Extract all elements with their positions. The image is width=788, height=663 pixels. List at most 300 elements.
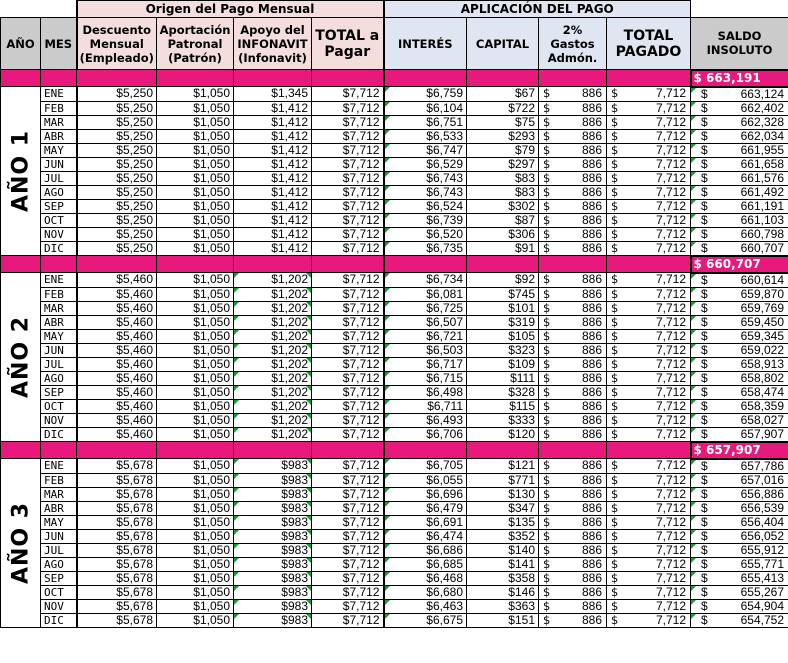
capital-cell[interactable]: $83 — [467, 171, 539, 185]
total-pagar-cell[interactable]: $7,712 — [312, 585, 384, 599]
separator-cell[interactable] — [77, 442, 157, 459]
aportacion-cell[interactable]: $1,050 — [157, 185, 234, 199]
saldo-cell[interactable] — [691, 101, 788, 115]
gastos-cell[interactable] — [539, 301, 607, 315]
interes-cell[interactable]: $6,747 — [384, 143, 467, 157]
separator-cell[interactable] — [467, 256, 539, 273]
separator-cell[interactable] — [41, 256, 77, 273]
gastos-cell[interactable] — [539, 515, 607, 529]
aportacion-column-header[interactable]: Aportación Patronal (Patrón) — [157, 18, 234, 70]
total-pagado-cell[interactable] — [607, 413, 691, 427]
gastos-cell[interactable] — [539, 427, 607, 442]
mes-cell[interactable]: SEP — [41, 385, 77, 399]
mes-cell[interactable]: JUL — [41, 171, 77, 185]
aportacion-cell[interactable]: $1,050 — [157, 87, 234, 102]
gastos-cell[interactable] — [539, 529, 607, 543]
capital-cell[interactable]: $109 — [467, 357, 539, 371]
capital-cell[interactable]: $91 — [467, 241, 539, 256]
descuento-cell[interactable]: $5,460 — [77, 413, 157, 427]
total-pagado-cell[interactable] — [607, 571, 691, 585]
apoyo-cell[interactable]: $1,412 — [234, 185, 312, 199]
apoyo-cell[interactable]: $1,202 — [234, 427, 312, 442]
descuento-cell[interactable]: $5,678 — [77, 487, 157, 501]
descuento-cell[interactable]: $5,250 — [77, 101, 157, 115]
total-pagar-cell[interactable]: $7,712 — [312, 301, 384, 315]
capital-cell[interactable]: $141 — [467, 557, 539, 571]
mes-column-header[interactable]: MES — [41, 18, 77, 70]
apoyo-cell[interactable]: $1,202 — [234, 273, 312, 288]
total-pagar-cell[interactable]: $7,712 — [312, 213, 384, 227]
gastos-cell[interactable] — [539, 543, 607, 557]
descuento-cell[interactable]: $5,678 — [77, 515, 157, 529]
capital-cell[interactable]: $323 — [467, 343, 539, 357]
total-pagar-cell[interactable]: $7,712 — [312, 413, 384, 427]
aportacion-cell[interactable]: $1,050 — [157, 413, 234, 427]
capital-cell[interactable]: $120 — [467, 427, 539, 442]
saldo-cell[interactable] — [691, 459, 788, 474]
total-pagar-cell[interactable]: $7,712 — [312, 599, 384, 613]
aportacion-cell[interactable]: $1,050 — [157, 227, 234, 241]
interes-cell[interactable]: $6,696 — [384, 487, 467, 501]
total-pagar-cell[interactable]: $7,712 — [312, 143, 384, 157]
total-pagado-cell[interactable] — [607, 129, 691, 143]
total-pagado-cell[interactable] — [607, 399, 691, 413]
total-pagado-cell[interactable] — [607, 241, 691, 256]
gastos-cell[interactable] — [539, 413, 607, 427]
apoyo-cell[interactable]: $983 — [234, 543, 312, 557]
mes-cell[interactable]: ENE — [41, 87, 77, 102]
mes-cell[interactable]: JUL — [41, 357, 77, 371]
interes-cell[interactable]: $6,715 — [384, 371, 467, 385]
total-pagado-cell[interactable] — [607, 385, 691, 399]
mes-cell[interactable]: AGO — [41, 557, 77, 571]
aportacion-cell[interactable]: $1,050 — [157, 241, 234, 256]
mes-cell[interactable]: DIC — [41, 241, 77, 256]
saldo-cell[interactable] — [691, 143, 788, 157]
aportacion-cell[interactable]: $1,050 — [157, 385, 234, 399]
saldo-cell[interactable] — [691, 385, 788, 399]
apoyo-cell[interactable]: $1,412 — [234, 171, 312, 185]
separator-cell[interactable] — [467, 70, 539, 87]
total-pagar-cell[interactable]: $7,712 — [312, 571, 384, 585]
interes-cell[interactable]: $6,717 — [384, 357, 467, 371]
apoyo-cell[interactable]: $983 — [234, 599, 312, 613]
descuento-cell[interactable]: $5,678 — [77, 529, 157, 543]
total-pagado-cell[interactable] — [607, 557, 691, 571]
total-pagar-cell[interactable]: $7,712 — [312, 557, 384, 571]
total-pagado-cell[interactable] — [607, 613, 691, 627]
capital-cell[interactable]: $745 — [467, 287, 539, 301]
descuento-cell[interactable]: $5,678 — [77, 543, 157, 557]
capital-cell[interactable]: $358 — [467, 571, 539, 585]
descuento-cell[interactable]: $5,460 — [77, 315, 157, 329]
total-pagado-cell[interactable] — [607, 427, 691, 442]
apoyo-cell[interactable]: $983 — [234, 557, 312, 571]
total-pagar-cell[interactable]: $7,712 — [312, 171, 384, 185]
aportacion-cell[interactable]: $1,050 — [157, 273, 234, 288]
aportacion-cell[interactable]: $1,050 — [157, 473, 234, 487]
mes-cell[interactable]: MAR — [41, 301, 77, 315]
interes-cell[interactable]: $6,725 — [384, 301, 467, 315]
mes-cell[interactable]: AGO — [41, 185, 77, 199]
separator-cell[interactable] — [384, 70, 467, 87]
aportacion-cell[interactable]: $1,050 — [157, 343, 234, 357]
gastos-cell[interactable] — [539, 329, 607, 343]
saldo-cell[interactable] — [691, 227, 788, 241]
aportacion-cell[interactable]: $1,050 — [157, 613, 234, 627]
separator-cell[interactable] — [157, 70, 234, 87]
gastos-cell[interactable] — [539, 87, 607, 102]
gastos-cell[interactable] — [539, 599, 607, 613]
interes-cell[interactable]: $6,680 — [384, 585, 467, 599]
saldo-cell[interactable] — [691, 115, 788, 129]
aportacion-cell[interactable]: $1,050 — [157, 213, 234, 227]
saldo-column-header[interactable]: SALDO INSOLUTO — [691, 18, 788, 70]
separator-cell[interactable] — [607, 70, 691, 87]
total-pagar-cell[interactable]: $7,712 — [312, 287, 384, 301]
descuento-cell[interactable]: $5,250 — [77, 157, 157, 171]
total-pagar-cell[interactable]: $7,712 — [312, 273, 384, 288]
capital-cell[interactable]: $79 — [467, 143, 539, 157]
descuento-cell[interactable]: $5,678 — [77, 571, 157, 585]
apoyo-cell[interactable]: $1,412 — [234, 115, 312, 129]
aportacion-cell[interactable]: $1,050 — [157, 501, 234, 515]
mes-cell[interactable]: DIC — [41, 613, 77, 627]
saldo-cell[interactable] — [691, 599, 788, 613]
interes-cell[interactable]: $6,503 — [384, 343, 467, 357]
mes-cell[interactable]: FEB — [41, 101, 77, 115]
apoyo-cell[interactable]: $983 — [234, 515, 312, 529]
total-pagar-cell[interactable]: $7,712 — [312, 199, 384, 213]
interes-cell[interactable]: $6,493 — [384, 413, 467, 427]
apoyo-cell[interactable]: $983 — [234, 501, 312, 515]
aplicacion-group-header[interactable]: APLICACIÓN DEL PAGO — [384, 1, 691, 18]
capital-cell[interactable]: $115 — [467, 399, 539, 413]
gastos-cell[interactable] — [539, 399, 607, 413]
apoyo-cell[interactable]: $983 — [234, 459, 312, 474]
total-pagado-cell[interactable] — [607, 357, 691, 371]
descuento-cell[interactable]: $5,250 — [77, 115, 157, 129]
separator-cell[interactable] — [312, 256, 384, 273]
apoyo-cell[interactable]: $1,202 — [234, 385, 312, 399]
mes-cell[interactable]: FEB — [41, 473, 77, 487]
total-pagado-cell[interactable] — [607, 87, 691, 102]
descuento-cell[interactable]: $5,460 — [77, 427, 157, 442]
gastos-cell[interactable] — [539, 143, 607, 157]
saldo-cell[interactable] — [691, 213, 788, 227]
gastos-cell[interactable] — [539, 459, 607, 474]
total-pagar-cell[interactable]: $7,712 — [312, 459, 384, 474]
capital-cell[interactable]: $363 — [467, 599, 539, 613]
descuento-cell[interactable]: $5,460 — [77, 287, 157, 301]
aportacion-cell[interactable]: $1,050 — [157, 371, 234, 385]
total-pagar-cell[interactable]: $7,712 — [312, 87, 384, 102]
aportacion-cell[interactable]: $1,050 — [157, 571, 234, 585]
total-pagar-column-header[interactable]: TOTAL a Pagar — [312, 18, 384, 70]
capital-cell[interactable]: $347 — [467, 501, 539, 515]
apoyo-cell[interactable]: $983 — [234, 487, 312, 501]
gastos-cell[interactable] — [539, 185, 607, 199]
saldo-cell[interactable] — [691, 487, 788, 501]
blank-corner-cell[interactable] — [41, 1, 77, 18]
descuento-column-header[interactable]: Descuento Mensual (Empleado) — [77, 18, 157, 70]
gastos-cell[interactable] — [539, 213, 607, 227]
apoyo-cell[interactable]: $1,412 — [234, 143, 312, 157]
capital-cell[interactable]: $306 — [467, 227, 539, 241]
gastos-cell[interactable] — [539, 101, 607, 115]
mes-cell[interactable]: MAY — [41, 329, 77, 343]
aportacion-cell[interactable]: $1,050 — [157, 427, 234, 442]
mes-cell[interactable]: OCT — [41, 399, 77, 413]
total-pagado-cell[interactable] — [607, 185, 691, 199]
mes-cell[interactable]: ENE — [41, 273, 77, 288]
interes-cell[interactable]: $6,711 — [384, 399, 467, 413]
descuento-cell[interactable]: $5,250 — [77, 185, 157, 199]
interes-cell[interactable]: $6,055 — [384, 473, 467, 487]
separator-cell[interactable] — [77, 70, 157, 87]
apoyo-cell[interactable]: $983 — [234, 585, 312, 599]
total-pagado-cell[interactable] — [607, 459, 691, 474]
descuento-cell[interactable]: $5,678 — [77, 501, 157, 515]
interes-cell[interactable]: $6,721 — [384, 329, 467, 343]
saldo-cell[interactable] — [691, 329, 788, 343]
capital-cell[interactable]: $319 — [467, 315, 539, 329]
total-pagado-cell[interactable] — [607, 287, 691, 301]
opening-balance-cell[interactable]: $ 657,907 — [691, 442, 788, 459]
capital-cell[interactable]: $111 — [467, 371, 539, 385]
total-pagado-cell[interactable] — [607, 227, 691, 241]
total-pagado-cell[interactable] — [607, 115, 691, 129]
descuento-cell[interactable]: $5,250 — [77, 227, 157, 241]
descuento-cell[interactable]: $5,250 — [77, 129, 157, 143]
saldo-cell[interactable] — [691, 413, 788, 427]
interes-cell[interactable]: $6,498 — [384, 385, 467, 399]
interes-cell[interactable]: $6,751 — [384, 115, 467, 129]
apoyo-cell[interactable]: $1,202 — [234, 399, 312, 413]
saldo-cell[interactable] — [691, 241, 788, 256]
total-pagado-cell[interactable] — [607, 473, 691, 487]
apoyo-cell[interactable]: $1,412 — [234, 129, 312, 143]
capital-cell[interactable]: $352 — [467, 529, 539, 543]
gastos-cell[interactable] — [539, 501, 607, 515]
apoyo-cell[interactable]: $1,345 — [234, 87, 312, 102]
year-label-cell[interactable] — [1, 273, 41, 442]
capital-cell[interactable]: $105 — [467, 329, 539, 343]
aportacion-cell[interactable]: $1,050 — [157, 129, 234, 143]
interes-column-header[interactable]: INTERÉS — [384, 18, 467, 70]
mes-cell[interactable]: SEP — [41, 199, 77, 213]
mes-cell[interactable]: JUN — [41, 157, 77, 171]
saldo-cell[interactable] — [691, 87, 788, 102]
apoyo-cell[interactable]: $1,202 — [234, 315, 312, 329]
apoyo-cell[interactable]: $983 — [234, 473, 312, 487]
separator-cell[interactable] — [234, 442, 312, 459]
apoyo-column-header[interactable]: Apoyo del INFONAVIT (Infonavit) — [234, 18, 312, 70]
capital-cell[interactable]: $722 — [467, 101, 539, 115]
mes-cell[interactable]: MAY — [41, 143, 77, 157]
aportacion-cell[interactable]: $1,050 — [157, 357, 234, 371]
capital-column-header[interactable]: CAPITAL — [467, 18, 539, 70]
interes-cell[interactable]: $6,691 — [384, 515, 467, 529]
saldo-cell[interactable] — [691, 613, 788, 627]
apoyo-cell[interactable]: $983 — [234, 613, 312, 627]
aportacion-cell[interactable]: $1,050 — [157, 315, 234, 329]
interes-cell[interactable]: $6,533 — [384, 129, 467, 143]
separator-cell[interactable] — [539, 256, 607, 273]
total-pagar-cell[interactable]: $7,712 — [312, 473, 384, 487]
total-pagado-cell[interactable] — [607, 213, 691, 227]
capital-cell[interactable]: $297 — [467, 157, 539, 171]
capital-cell[interactable]: $302 — [467, 199, 539, 213]
aportacion-cell[interactable]: $1,050 — [157, 171, 234, 185]
interes-cell[interactable]: $6,524 — [384, 199, 467, 213]
mes-cell[interactable]: MAR — [41, 487, 77, 501]
total-pagar-cell[interactable]: $7,712 — [312, 241, 384, 256]
mes-cell[interactable]: NOV — [41, 599, 77, 613]
gastos-cell[interactable] — [539, 385, 607, 399]
total-pagado-cell[interactable] — [607, 487, 691, 501]
total-pagar-cell[interactable]: $7,712 — [312, 613, 384, 627]
blank-corner-cell[interactable] — [1, 1, 41, 18]
capital-cell[interactable]: $146 — [467, 585, 539, 599]
separator-cell[interactable] — [539, 70, 607, 87]
origen-group-header[interactable]: Origen del Pago Mensual — [77, 1, 384, 18]
apoyo-cell[interactable]: $983 — [234, 571, 312, 585]
interes-cell[interactable]: $6,675 — [384, 613, 467, 627]
interes-cell[interactable]: $6,735 — [384, 241, 467, 256]
interes-cell[interactable]: $6,685 — [384, 557, 467, 571]
year-label-cell[interactable] — [1, 87, 41, 256]
gastos-cell[interactable] — [539, 287, 607, 301]
total-pagar-cell[interactable]: $7,712 — [312, 529, 384, 543]
mes-cell[interactable]: OCT — [41, 585, 77, 599]
descuento-cell[interactable]: $5,678 — [77, 585, 157, 599]
mes-cell[interactable]: JUL — [41, 543, 77, 557]
interes-cell[interactable]: $6,463 — [384, 599, 467, 613]
descuento-cell[interactable]: $5,460 — [77, 357, 157, 371]
gastos-cell[interactable] — [539, 557, 607, 571]
descuento-cell[interactable]: $5,460 — [77, 329, 157, 343]
descuento-cell[interactable]: $5,250 — [77, 213, 157, 227]
interes-cell[interactable]: $6,706 — [384, 427, 467, 442]
gastos-cell[interactable] — [539, 315, 607, 329]
mes-cell[interactable]: FEB — [41, 287, 77, 301]
total-pagar-cell[interactable]: $7,712 — [312, 515, 384, 529]
aportacion-cell[interactable]: $1,050 — [157, 157, 234, 171]
descuento-cell[interactable]: $5,460 — [77, 399, 157, 413]
total-pagado-cell[interactable] — [607, 315, 691, 329]
aportacion-cell[interactable]: $1,050 — [157, 515, 234, 529]
saldo-cell[interactable] — [691, 199, 788, 213]
capital-cell[interactable]: $92 — [467, 273, 539, 288]
aportacion-cell[interactable]: $1,050 — [157, 301, 234, 315]
descuento-cell[interactable]: $5,460 — [77, 385, 157, 399]
total-pagado-cell[interactable] — [607, 273, 691, 288]
aportacion-cell[interactable]: $1,050 — [157, 487, 234, 501]
descuento-cell[interactable]: $5,460 — [77, 371, 157, 385]
gastos-cell[interactable] — [539, 129, 607, 143]
interes-cell[interactable]: $6,686 — [384, 543, 467, 557]
saldo-cell[interactable] — [691, 529, 788, 543]
gastos-cell[interactable] — [539, 473, 607, 487]
aportacion-cell[interactable]: $1,050 — [157, 115, 234, 129]
total-pagar-cell[interactable]: $7,712 — [312, 343, 384, 357]
gastos-cell[interactable] — [539, 227, 607, 241]
total-pagar-cell[interactable]: $7,712 — [312, 157, 384, 171]
total-pagado-cell[interactable] — [607, 343, 691, 357]
descuento-cell[interactable]: $5,250 — [77, 87, 157, 102]
apoyo-cell[interactable]: $1,202 — [234, 287, 312, 301]
gastos-cell[interactable] — [539, 571, 607, 585]
separator-cell[interactable] — [1, 70, 41, 87]
apoyo-cell[interactable]: $983 — [234, 529, 312, 543]
aportacion-cell[interactable]: $1,050 — [157, 329, 234, 343]
apoyo-cell[interactable]: $1,202 — [234, 371, 312, 385]
separator-cell[interactable] — [234, 70, 312, 87]
interes-cell[interactable]: $6,104 — [384, 101, 467, 115]
interes-cell[interactable]: $6,468 — [384, 571, 467, 585]
saldo-cell[interactable] — [691, 515, 788, 529]
saldo-cell[interactable] — [691, 399, 788, 413]
apoyo-cell[interactable]: $1,412 — [234, 227, 312, 241]
mes-cell[interactable]: MAR — [41, 115, 77, 129]
interes-cell[interactable]: $6,743 — [384, 171, 467, 185]
capital-cell[interactable]: $121 — [467, 459, 539, 474]
total-pagado-cell[interactable] — [607, 599, 691, 613]
gastos-cell[interactable] — [539, 157, 607, 171]
aportacion-cell[interactable]: $1,050 — [157, 143, 234, 157]
apoyo-cell[interactable]: $1,202 — [234, 301, 312, 315]
mes-cell[interactable]: OCT — [41, 213, 77, 227]
apoyo-cell[interactable]: $1,412 — [234, 157, 312, 171]
capital-cell[interactable]: $333 — [467, 413, 539, 427]
mes-cell[interactable]: DIC — [41, 427, 77, 442]
interes-cell[interactable]: $6,743 — [384, 185, 467, 199]
opening-balance-cell[interactable]: $ 663,191 — [691, 70, 788, 87]
saldo-cell[interactable] — [691, 129, 788, 143]
descuento-cell[interactable]: $5,250 — [77, 171, 157, 185]
saldo-cell[interactable] — [691, 543, 788, 557]
saldo-cell[interactable] — [691, 171, 788, 185]
capital-cell[interactable]: $75 — [467, 115, 539, 129]
separator-cell[interactable] — [157, 442, 234, 459]
total-pagar-cell[interactable]: $7,712 — [312, 101, 384, 115]
capital-cell[interactable]: $771 — [467, 473, 539, 487]
year-label-cell[interactable] — [1, 459, 41, 628]
separator-cell[interactable] — [312, 70, 384, 87]
interes-cell[interactable]: $6,734 — [384, 273, 467, 288]
total-pagado-cell[interactable] — [607, 501, 691, 515]
total-pagar-cell[interactable]: $7,712 — [312, 185, 384, 199]
descuento-cell[interactable]: $5,678 — [77, 473, 157, 487]
mes-cell[interactable]: ABR — [41, 129, 77, 143]
total-pagar-cell[interactable]: $7,712 — [312, 385, 384, 399]
apoyo-cell[interactable]: $1,202 — [234, 343, 312, 357]
descuento-cell[interactable]: $5,678 — [77, 613, 157, 627]
separator-cell[interactable] — [1, 442, 41, 459]
gastos-cell[interactable] — [539, 115, 607, 129]
capital-cell[interactable]: $83 — [467, 185, 539, 199]
gastos-cell[interactable] — [539, 241, 607, 256]
aportacion-cell[interactable]: $1,050 — [157, 557, 234, 571]
total-pagado-cell[interactable] — [607, 543, 691, 557]
mes-cell[interactable]: MAY — [41, 515, 77, 529]
mes-cell[interactable]: JUN — [41, 343, 77, 357]
total-pagado-cell[interactable] — [607, 143, 691, 157]
separator-cell[interactable] — [234, 256, 312, 273]
total-pagado-column-header[interactable]: TOTAL PAGADO — [607, 18, 691, 70]
aportacion-cell[interactable]: $1,050 — [157, 599, 234, 613]
